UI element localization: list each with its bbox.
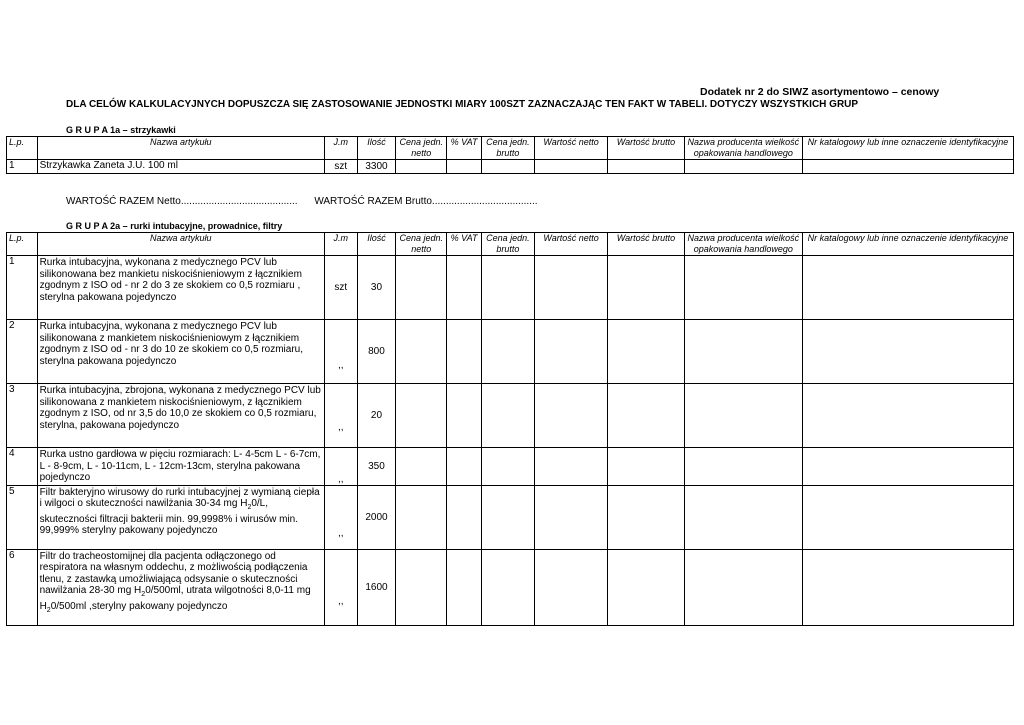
cell-producer[interactable]: [684, 549, 802, 625]
row-qty: 3300: [357, 160, 396, 174]
cell-producer[interactable]: [684, 384, 802, 448]
cell-unit-gross[interactable]: [481, 256, 534, 320]
col-vat: % VAT: [447, 233, 482, 256]
cell-producer[interactable]: [684, 256, 802, 320]
row-lp: 5: [7, 485, 38, 549]
row-qty: 1600: [357, 549, 396, 625]
row-name: [37, 549, 324, 625]
col-lp: L.p.: [7, 137, 38, 160]
row-lp: 1: [7, 256, 38, 320]
sum-gross: WARTOŚĆ RAZEM Brutto......................................: [314, 196, 538, 207]
cell-producer[interactable]: [684, 160, 802, 174]
col-lp: L.p.: [7, 233, 38, 256]
cell-unit-net[interactable]: [396, 160, 447, 174]
col-value-gross: Wartość brutto: [608, 137, 684, 160]
col-value-net: Wartość netto: [534, 137, 607, 160]
cell-unit-gross[interactable]: [481, 485, 534, 549]
col-name: Nazwa artykułu: [37, 137, 324, 160]
table-row: [7, 384, 1014, 448]
cell-vat[interactable]: [447, 160, 482, 174]
row-name: Rurka intubacyjna, zbrojona, wykonana z medycznego PCV lub silikonowana z mankietem niskociśnieniowym, z łącznikiem zgodnym z ISO, od nr 3,5 do 10,0 ze skokiem co 0,5 rozmiaru, sterylna, pakowana pojedynczo: [37, 384, 324, 448]
row-unit: ,,: [324, 384, 357, 448]
row-name: Strzykawka Żaneta J.U. 100 ml: [37, 160, 324, 174]
cell-value-net[interactable]: [534, 320, 607, 384]
group2-header-row: [7, 233, 1014, 256]
cell-catalog[interactable]: [802, 384, 1013, 448]
row-name-part: Filtr bakteryjno wirusowy do rurki intubacyjnej z wymianą ciepła i wilgoci o skuteczności nawilżania 30-34 mg H: [39, 486, 320, 509]
row-unit: szt: [324, 256, 357, 320]
cell-value-gross[interactable]: [608, 384, 684, 448]
col-qty: Ilość: [357, 137, 396, 160]
cell-value-gross[interactable]: [608, 549, 684, 625]
cell-unit-net[interactable]: [396, 320, 447, 384]
row-lp: 2: [7, 320, 38, 384]
row-lp: 6: [7, 549, 38, 625]
table-row: [7, 320, 1014, 384]
cell-value-gross[interactable]: [608, 485, 684, 549]
cell-unit-net[interactable]: [396, 384, 447, 448]
cell-value-gross[interactable]: [608, 448, 684, 486]
cell-value-net[interactable]: [534, 549, 607, 625]
cell-value-gross[interactable]: [608, 256, 684, 320]
table-row: [7, 549, 1014, 625]
row-qty: 2000: [357, 485, 396, 549]
col-catalog: Nr katalogowy lub inne oznaczenie identyfikacyjne: [802, 137, 1013, 160]
cell-unit-net[interactable]: [396, 256, 447, 320]
row-name: Rurka intubacyjna, wykonana z medycznego PCV lub silikonowana z mankietem niskociśnieniowym z łącznikiem zgodnym z ISO od - nr 3 do 10 ze skokiem co 0,5 rozmiaru, sterylna pakowana pojedynczo: [37, 320, 324, 384]
row-name: Rurka ustno gardłowa w pięciu rozmiarach: L- 4-5cm L - 6-7cm, L - 8-9cm, L - 10-11cm, L - 12cm-13cm, sterylna pakowana pojedynczo: [37, 448, 324, 486]
col-catalog: Nr katalogowy lub inne oznaczenie identyfikacyjne: [802, 233, 1013, 256]
row-unit: ,,: [324, 320, 357, 384]
cell-catalog[interactable]: [802, 448, 1013, 486]
row-unit: szt: [324, 160, 357, 174]
cell-value-net[interactable]: [534, 256, 607, 320]
sum-net: WARTOŚĆ RAZEM Netto..........................................: [66, 196, 298, 207]
row-lp: 3: [7, 384, 38, 448]
cell-vat[interactable]: [447, 448, 482, 486]
cell-vat[interactable]: [447, 485, 482, 549]
cell-unit-gross[interactable]: [481, 448, 534, 486]
col-unit: J.m: [324, 137, 357, 160]
group1-summary: [66, 196, 552, 207]
cell-vat[interactable]: [447, 256, 482, 320]
cell-unit-net[interactable]: [396, 549, 447, 625]
subscript: 2: [141, 591, 146, 598]
row-name-part: 0/500ml ,sterylny pakowany pojedynczo: [50, 600, 228, 612]
cell-producer[interactable]: [684, 485, 802, 549]
col-name: Nazwa artykułu: [37, 233, 324, 256]
row-qty: 30: [357, 256, 396, 320]
cell-unit-gross[interactable]: [481, 160, 534, 174]
col-value-net: Wartość netto: [534, 233, 607, 256]
cell-vat[interactable]: [447, 549, 482, 625]
table-row: [7, 256, 1014, 320]
col-unit: J.m: [324, 233, 357, 256]
col-unit-net: Cena jedn. netto: [396, 233, 447, 256]
row-qty: 350: [357, 448, 396, 486]
col-unit-gross: Cena jedn. brutto: [481, 137, 534, 160]
row-name-part: 0/L, skuteczności filtracji bakterii min. 99,9998% i wirusów min. 99,999% sterylny pakowany pojedynczo: [39, 498, 298, 536]
col-qty: Ilość: [357, 233, 396, 256]
cell-vat[interactable]: [447, 384, 482, 448]
calculation-notice: DLA CELÓW KALKULACYJNYCH DOPUSZCZA SIĘ ZASTOSOWANIE JEDNOSTKI MIARY 100SZT ZAZNACZAJĄC TEN FAKT W TABELI. DOTYCZY WSZYSTKICH GRUP: [66, 99, 859, 110]
cell-unit-gross[interactable]: [481, 549, 534, 625]
cell-value-net[interactable]: [534, 485, 607, 549]
cell-catalog[interactable]: [802, 320, 1013, 384]
subscript: 2: [46, 606, 51, 614]
row-lp: 1: [7, 160, 38, 174]
cell-producer[interactable]: [684, 448, 802, 486]
cell-catalog[interactable]: [802, 485, 1013, 549]
col-value-gross: Wartość brutto: [608, 233, 684, 256]
cell-value-net[interactable]: [534, 160, 607, 174]
col-producer: Nazwa producenta wielkość opakowania handlowego: [684, 233, 802, 256]
row-lp: 4: [7, 448, 38, 486]
cell-catalog[interactable]: [802, 256, 1013, 320]
cell-unit-gross[interactable]: [481, 320, 534, 384]
cell-unit-net[interactable]: [396, 448, 447, 486]
group1-header-row: [7, 137, 1014, 160]
col-unit-gross: Cena jedn. brutto: [481, 233, 534, 256]
table-row: [7, 160, 1014, 174]
cell-catalog[interactable]: [802, 549, 1013, 625]
cell-value-gross[interactable]: [608, 320, 684, 384]
cell-vat[interactable]: [447, 320, 482, 384]
cell-value-net[interactable]: [534, 448, 607, 486]
row-qty: 20: [357, 384, 396, 448]
row-name-part: Filtr do tracheostomijnej dla pacjenta odłączonego od respiratora na własnym oddechu, z możliwością podłączenia tlenu, z zastawką umożliwiającą odsysanie o skuteczności nawilżania 28-30 mg H: [39, 550, 308, 596]
row-unit: ,,: [324, 448, 357, 486]
appendix-title: Dodatek nr 2 do SIWZ asortymentowo – cenowy: [700, 86, 940, 98]
group2-title: G R U P A 2a – rurki intubacyjne, prowadnice, filtry: [66, 221, 283, 231]
col-vat: % VAT: [447, 137, 482, 160]
col-unit-net: Cena jedn. netto: [396, 137, 447, 160]
row-qty: 800: [357, 320, 396, 384]
cell-value-net[interactable]: [534, 384, 607, 448]
cell-value-gross[interactable]: [608, 160, 684, 174]
group1-table: [6, 136, 1014, 174]
cell-unit-net[interactable]: [396, 485, 447, 549]
cell-producer[interactable]: [684, 320, 802, 384]
row-unit: ,,: [324, 549, 357, 625]
table-row: [7, 448, 1014, 486]
table-row: [7, 485, 1014, 549]
cell-catalog[interactable]: [802, 160, 1013, 174]
row-name-part: 0/500ml, utrata wilgotności 8,0-11 mg H: [39, 585, 311, 612]
group1-title: G R U P A 1a – strzykawki: [66, 125, 176, 135]
row-name: Rurka intubacyjna, wykonana z medycznego PCV lub silikonowana bez mankietu niskociśnieniowym z łącznikiem zgodnym z ISO od - nr 2 do 3 ze skokiem co 0,5 rozmiaru , sterylna pakowana pojedynczo: [37, 256, 324, 320]
row-unit: ,,: [324, 485, 357, 549]
cell-unit-gross[interactable]: [481, 384, 534, 448]
group2-table: [6, 232, 1014, 626]
row-name: [37, 485, 324, 549]
subscript: 2: [247, 504, 252, 511]
col-producer: Nazwa producenta wielkość opakowania handlowego: [684, 137, 802, 160]
